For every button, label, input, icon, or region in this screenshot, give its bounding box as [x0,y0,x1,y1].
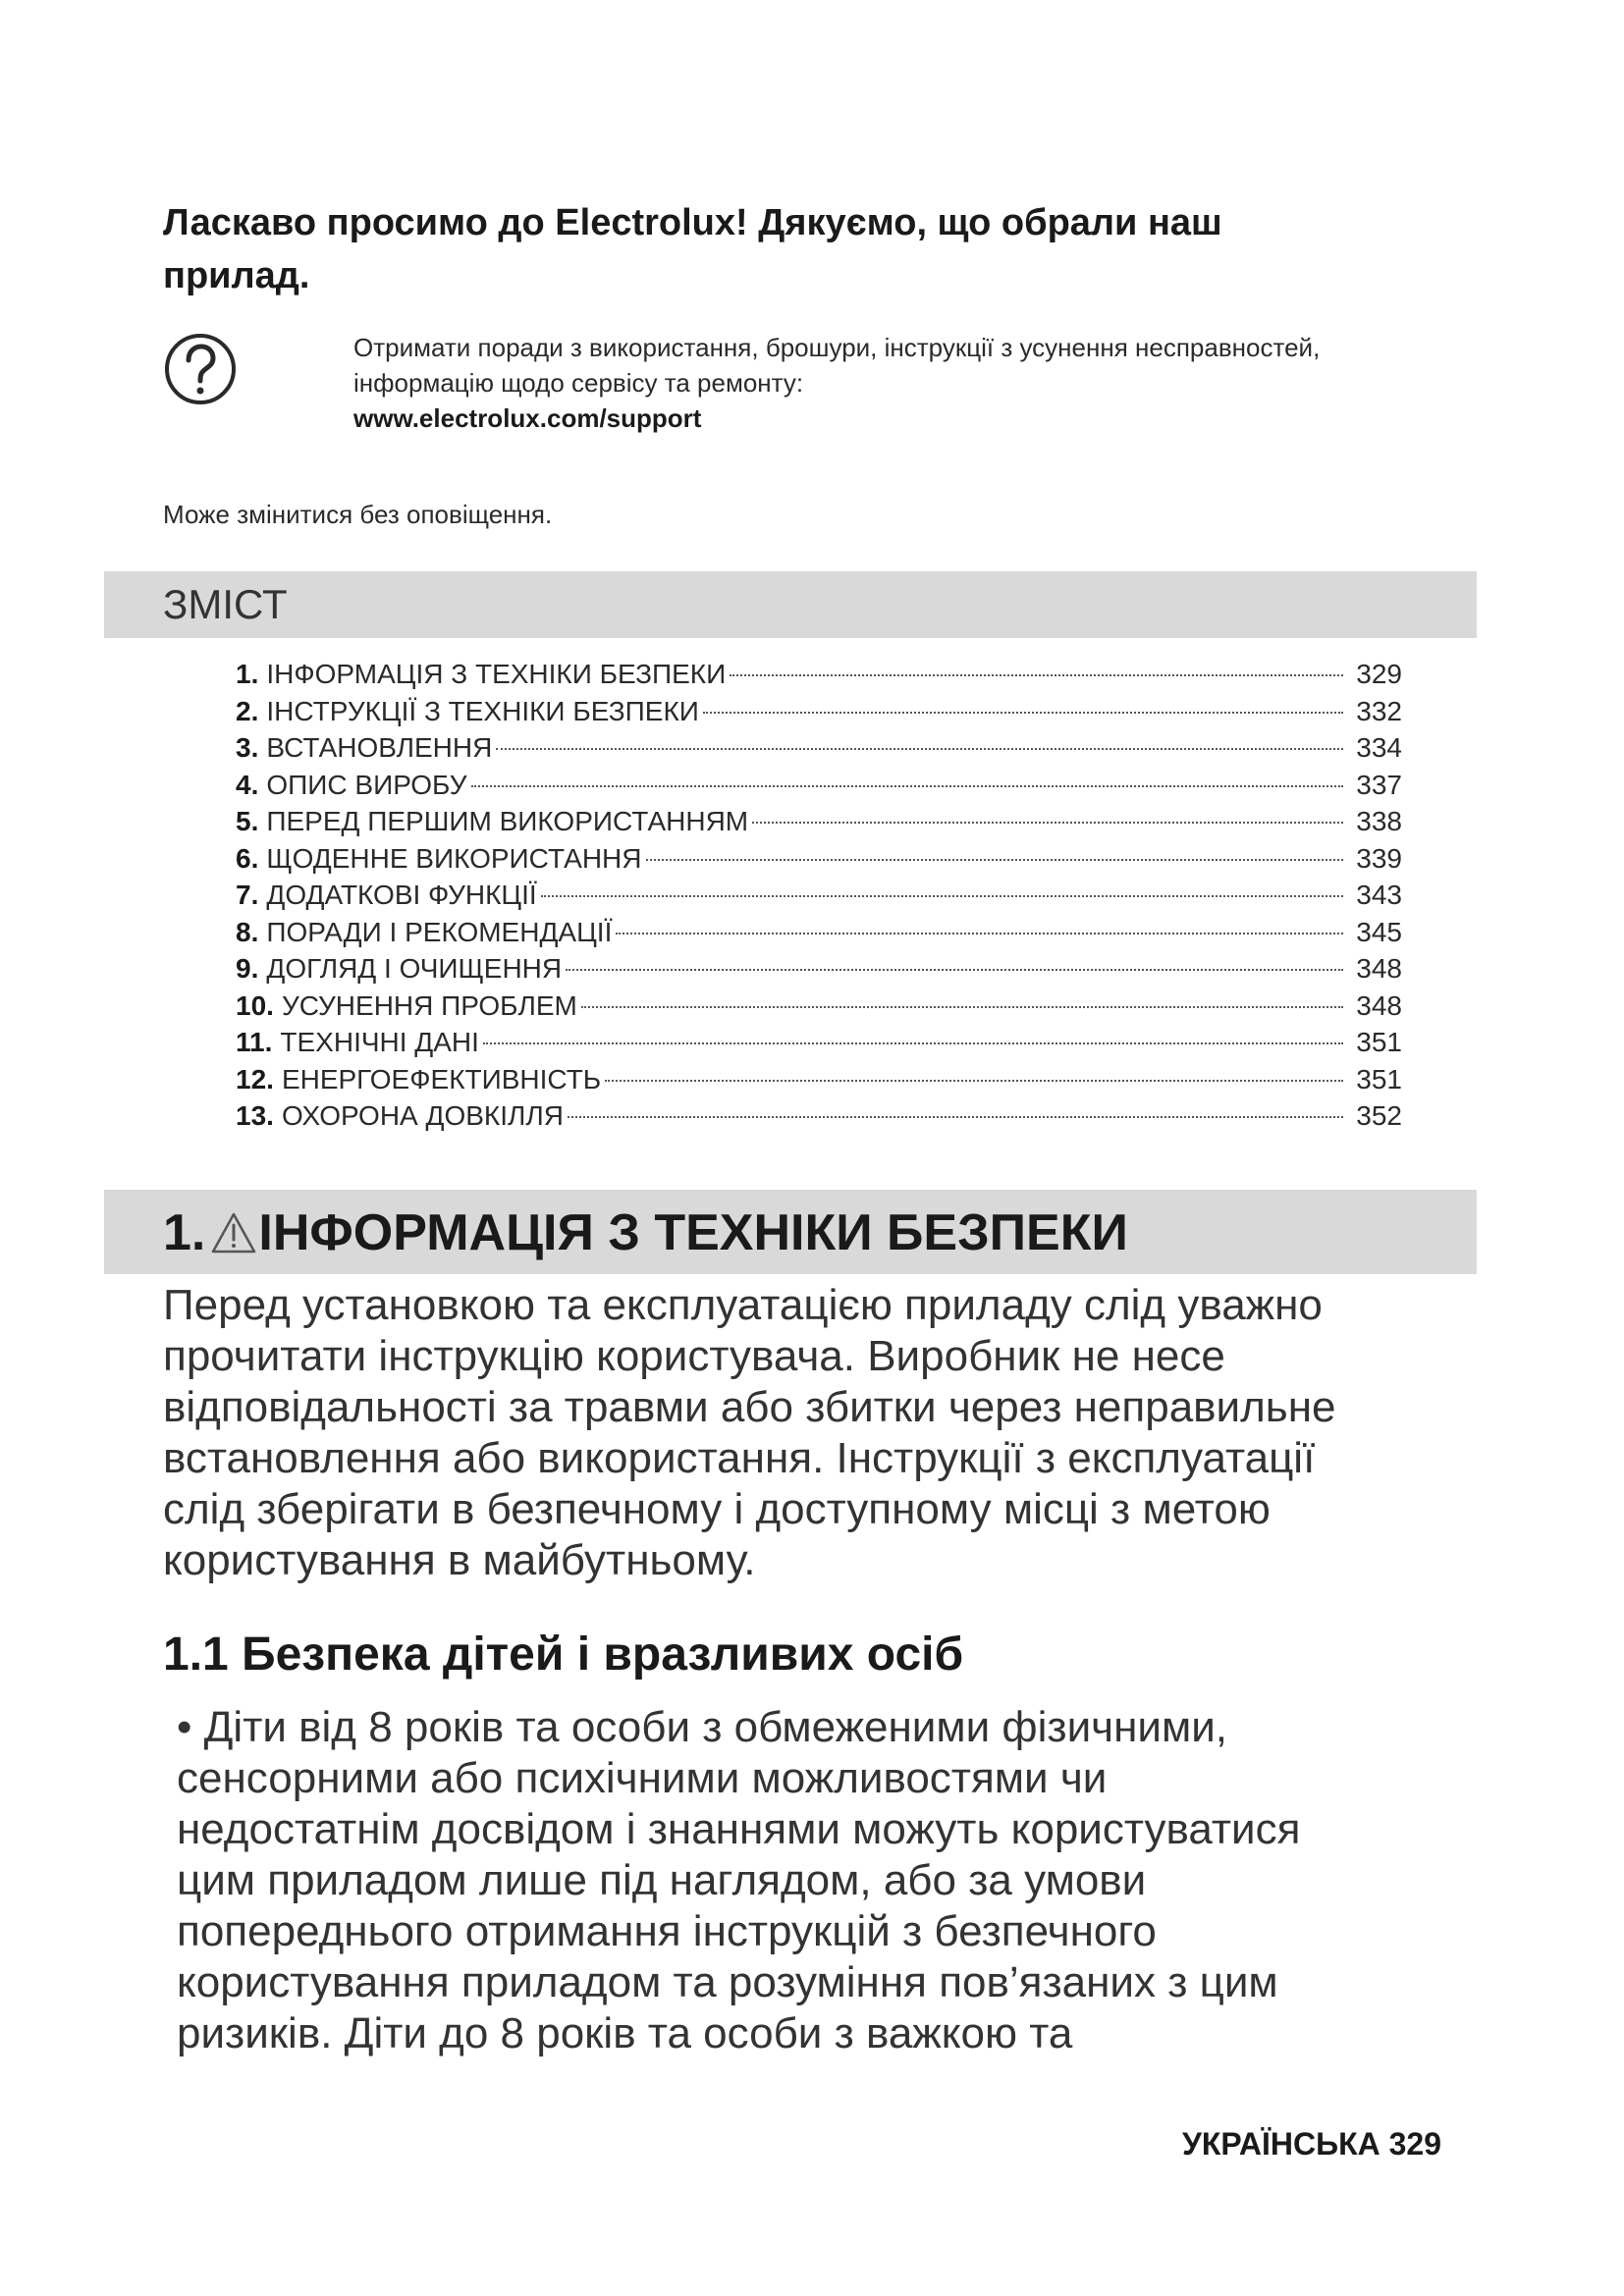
support-line-2: інформацію щодо сервісу та ремонту: [353,368,804,398]
toc-entry-page: 338 [1356,806,1402,836]
toc-entry-page: 337 [1356,769,1402,800]
toc-entry[interactable] [236,767,1402,804]
toc-entry[interactable] [236,877,1402,914]
toc-entry-page: 345 [1356,916,1402,947]
section-1-number: 1. [163,1204,206,1261]
table-of-contents [236,656,1402,1135]
welcome-heading [163,196,1341,302]
toc-entry-number: 11. [236,1027,273,1057]
toc-entry-label: ІНСТРУКЦІЇ З ТЕХНІКИ БЕЗПЕКИ [266,695,699,726]
support-line-1: Отримати поради з використання, брошури, інструкції з усунення несправностей, [353,333,1321,362]
toc-entry-page: 332 [1356,695,1402,726]
toc-entry-label: ТЕХНІЧНІ ДАНІ [280,1027,479,1057]
intro-line: прочитати інструкцію користувача. Виробник не несе [163,1332,1225,1380]
intro-line: Перед установкою та експлуатацією приладу слід уважно [163,1281,1323,1329]
toc-entry[interactable] [236,656,1402,693]
toc-dot-leader [541,895,1343,897]
toc-dot-leader [752,822,1343,824]
support-info [353,330,1492,436]
toc-dot-leader [471,785,1343,787]
page-footer: УКРАЇНСЬКА 329 [1181,2126,1441,2162]
toc-entry[interactable] [236,1097,1402,1135]
safety-bullet-children [163,1702,1459,2059]
toc-dot-leader [616,933,1343,934]
bullet-line: • Діти від 8 років та особи з обмеженими фізичними, [177,1703,1228,1751]
toc-dot-leader [581,1006,1343,1008]
intro-line: слід зберігати в безпечному і доступному місці з метою [163,1485,1271,1533]
toc-entry-number: 3. [236,732,259,763]
toc-entry-page: 351 [1356,1027,1402,1057]
subsection-1-1-title: 1.1 Безпека дітей і вразливих осіб [163,1629,964,1681]
toc-entry-label: ЩОДЕННЕ ВИКОРИСТАННЯ [266,842,642,874]
support-url[interactable]: www.electrolux.com/support [353,403,702,433]
section-1-title [163,1201,1128,1264]
toc-dot-leader [483,1042,1343,1044]
toc-entry-number: 7. [236,880,259,910]
bullet-line: сенсорними або психічними можливостями чи [177,1754,1108,1802]
toc-entry-page: 343 [1356,880,1402,910]
toc-entry-label: УСУНЕННЯ ПРОБЛЕМ [281,989,577,1021]
toc-entry-page: 334 [1356,732,1402,763]
section-1-label: ІНФОРМАЦІЯ З ТЕХНІКИ БЕЗПЕКИ [258,1204,1128,1261]
toc-entry-number: 2. [236,695,259,726]
toc-entry-number: 4. [236,769,259,800]
intro-line: відповідальності за травми або збитки через неправильне [163,1383,1336,1431]
toc-dot-leader [730,674,1343,676]
toc-entry[interactable] [236,840,1402,878]
toc-entry-number: 13. [236,1100,274,1131]
section-1-intro [163,1280,1498,1586]
toc-entry-number: 9. [236,953,259,984]
toc-entry-page: 339 [1356,842,1402,874]
toc-entry-label: ЕНЕРГОЕФЕКТИВНІСТЬ [281,1063,602,1095]
toc-entry-page: 329 [1356,659,1402,689]
warning-triangle-icon [211,1211,256,1255]
toc-entry-page: 348 [1356,989,1402,1021]
welcome-line-1: Ласкаво просимо до Electrolux! Дякуємо, що обрали наш [163,202,1222,243]
toc-entry-label: ІНФОРМАЦІЯ З ТЕХНІКИ БЕЗПЕКИ [266,659,727,689]
toc-dot-leader [605,1080,1343,1082]
toc-entry[interactable] [236,803,1402,840]
question-circle-icon [163,332,238,406]
toc-entry-label: ПОРАДИ І РЕКОМЕНДАЦІЇ [266,916,613,947]
toc-dot-leader [646,859,1344,861]
toc-entry-label: ПЕРЕД ПЕРШИМ ВИКОРИСТАННЯМ [266,806,749,836]
bullet-line: цим приладом лише під наглядом, або за умови [177,1856,1147,1904]
toc-entry-number: 8. [236,916,259,947]
toc-entry[interactable] [236,1061,1402,1098]
toc-entry-number: 5. [236,806,259,836]
toc-title: ЗМІСТ [163,581,288,627]
toc-entry[interactable] [236,729,1402,767]
bullet-line: користування приладом та розуміння пов’язаних з цим [177,1958,1278,2006]
toc-dot-leader [568,1116,1343,1118]
toc-entry-label: ОПИС ВИРОБУ [266,769,467,800]
toc-dot-leader [703,712,1343,714]
bullet-line: попереднього отримання інструкцій з безпечного [177,1907,1157,1955]
toc-dot-leader [496,748,1343,750]
change-notice: Може змінитися без оповіщення. [163,500,553,529]
toc-dot-leader [566,969,1343,971]
toc-header-band [104,571,1477,638]
toc-entry-page: 348 [1356,953,1402,984]
toc-entry-page: 352 [1356,1100,1402,1131]
toc-entry[interactable] [236,950,1402,988]
toc-entry[interactable] [236,693,1402,730]
toc-entry-number: 1. [236,659,259,689]
toc-entry-page: 351 [1356,1063,1402,1095]
toc-entry[interactable] [236,914,1402,951]
toc-entry-number: 12. [236,1063,274,1095]
toc-entry-label: ВСТАНОВЛЕННЯ [266,732,493,763]
intro-line: встановлення або використання. Інструкції з експлуатації [163,1434,1316,1482]
bullet-line: ризиків. Діти до 8 років та особи з важкою та [177,2009,1073,2057]
toc-entry-label: ДОДАТКОВІ ФУНКЦІЇ [266,880,537,910]
toc-entry-label: ДОГЛЯД І ОЧИЩЕННЯ [266,953,563,984]
toc-entry-label: ОХОРОНА ДОВКІЛЛЯ [281,1100,564,1131]
toc-entry[interactable] [236,988,1402,1025]
toc-entry-number: 10. [236,989,274,1021]
bullet-line: недостатнім досвідом і знаннями можуть користуватися [177,1805,1301,1853]
intro-line: користування в майбутньому. [163,1536,756,1584]
toc-entry[interactable] [236,1024,1402,1061]
welcome-line-2: прилад. [163,255,310,296]
toc-entry-number: 6. [236,842,259,874]
